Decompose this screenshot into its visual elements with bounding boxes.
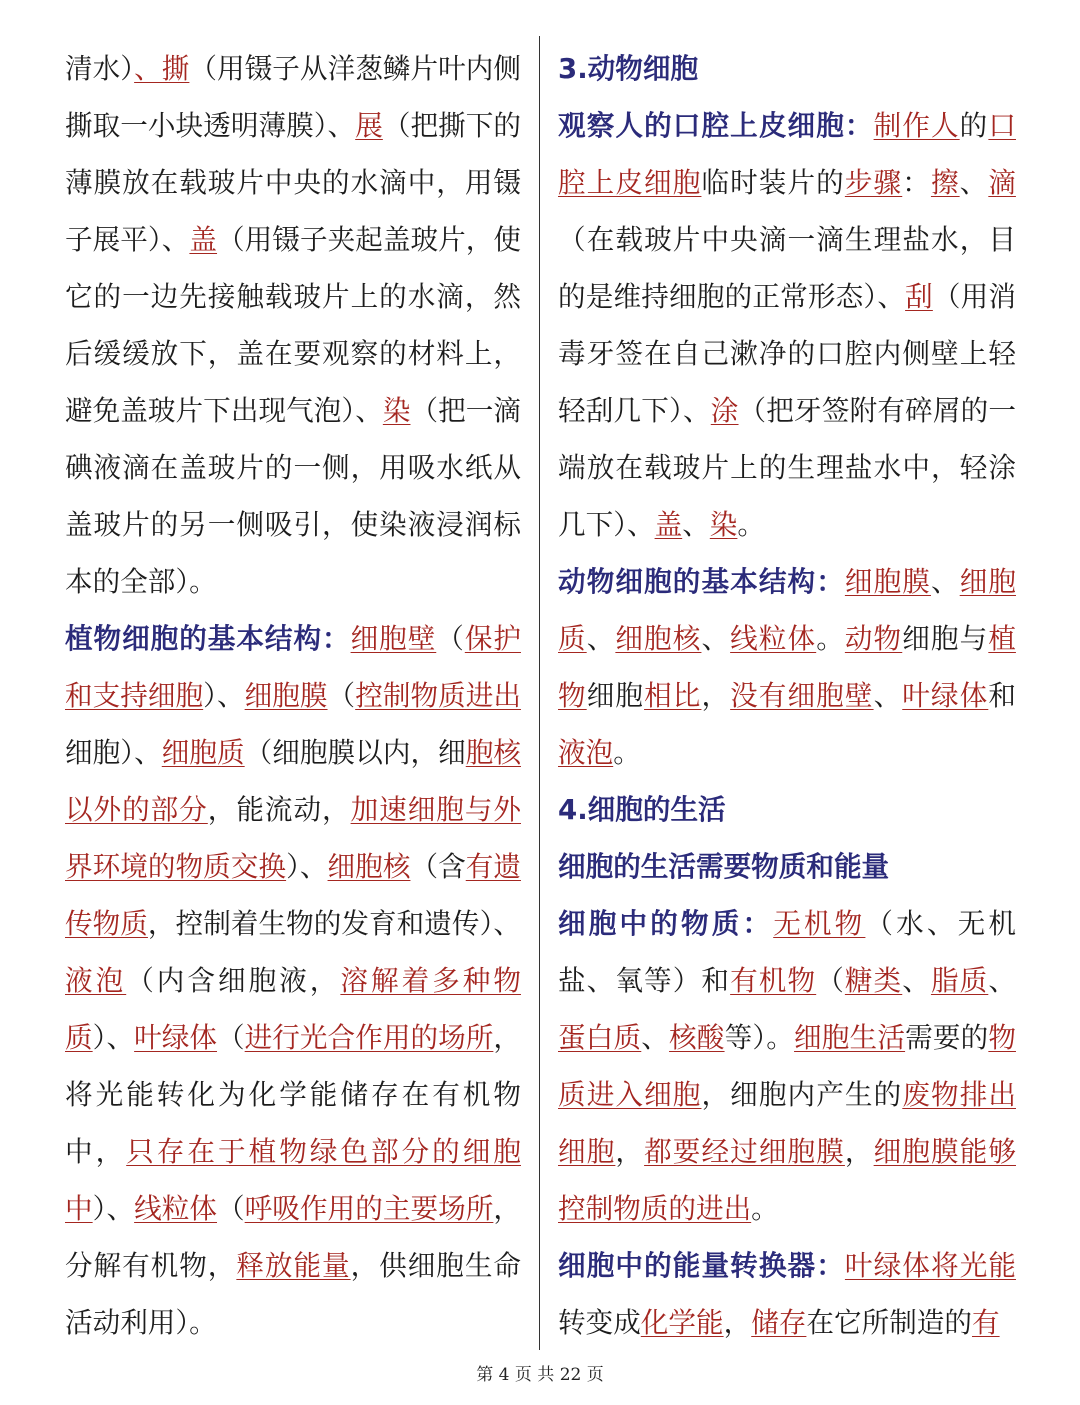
highlighted-term: 制作人 bbox=[873, 109, 960, 142]
paragraph bbox=[558, 97, 1016, 553]
section-heading: 观察人的口腔上皮细胞： bbox=[558, 109, 874, 142]
page-footer: 第 4 页 共 22 页 bbox=[476, 1365, 604, 1385]
text-segment: （ bbox=[436, 622, 465, 655]
highlighted-term: 相比 bbox=[644, 679, 702, 712]
text-segment: 临时装片的 bbox=[701, 166, 845, 199]
highlighted-term: 只存在于植物绿色部分的细胞中 bbox=[65, 1135, 521, 1225]
text-segment: ， bbox=[723, 1306, 752, 1339]
highlighted-term: 储存 bbox=[751, 1306, 807, 1339]
text-segment: 细胞）、 bbox=[65, 736, 162, 769]
highlighted-term: 无机物 bbox=[773, 907, 866, 940]
text-segment: 、 bbox=[959, 166, 989, 199]
paragraph bbox=[558, 1237, 1016, 1350]
text-segment: 清水） bbox=[65, 52, 135, 85]
text-segment: 、 bbox=[930, 565, 960, 598]
highlighted-term: 涂 bbox=[710, 394, 739, 427]
highlighted-term: 步骤 bbox=[844, 166, 903, 199]
text-segment: （ bbox=[217, 1021, 245, 1054]
text-segment: ）、 bbox=[92, 1021, 135, 1054]
text-segment: 细胞 bbox=[586, 679, 645, 712]
text-segment: 、 bbox=[641, 1021, 670, 1054]
text-segment: （细胞膜以内，细 bbox=[244, 736, 466, 769]
text-segment: 需要的 bbox=[905, 1021, 989, 1054]
section-heading: 细胞中的能量转换器： bbox=[558, 1249, 845, 1282]
paragraph bbox=[65, 40, 521, 610]
left-column bbox=[65, 40, 521, 1350]
text-segment: ，细胞内产生的 bbox=[701, 1078, 903, 1111]
highlighted-term: 有机物 bbox=[730, 964, 817, 997]
highlighted-term: 展 bbox=[355, 109, 383, 142]
section-heading: 细胞中的物质： bbox=[558, 907, 774, 940]
highlighted-term: 细胞膜 bbox=[844, 565, 931, 598]
highlighted-term: 动物 bbox=[844, 622, 903, 655]
highlighted-term: 线粒体 bbox=[730, 622, 817, 655]
text-segment: ， bbox=[844, 1135, 874, 1168]
text-segment: 。 bbox=[816, 622, 845, 655]
section-heading: 3.动物细胞 bbox=[558, 52, 699, 85]
highlighted-term: 、撕 bbox=[134, 52, 190, 85]
highlighted-term: 染 bbox=[709, 508, 738, 541]
highlighted-term: 核酸 bbox=[669, 1021, 725, 1054]
highlighted-term: 染 bbox=[382, 394, 411, 427]
text-segment: ，将光能转化为化学能储存在有机物中， bbox=[65, 1021, 521, 1168]
highlighted-term: 液泡 bbox=[558, 736, 614, 769]
highlighted-term: 液泡 bbox=[65, 964, 127, 997]
text-segment: 。 bbox=[613, 736, 641, 769]
text-segment: （ bbox=[816, 964, 845, 997]
section-heading: 4.细胞的生活 bbox=[558, 793, 726, 826]
highlighted-term: 口腔上皮细胞 bbox=[558, 109, 1016, 199]
text-segment: （用镊子夹起盖玻片，使它的一边先接触载玻片上的水滴，然后缓缓放下，盖在要观察的材料上，避免盖玻片下出现气泡）、 bbox=[65, 223, 521, 427]
text-segment: ，供细胞生命活动利用）。 bbox=[65, 1249, 521, 1339]
text-segment: 、 bbox=[701, 622, 731, 655]
highlighted-term: 细胞膜 bbox=[244, 679, 328, 712]
highlighted-term: 叶绿体 bbox=[134, 1021, 218, 1054]
text-segment: （把撕下的薄膜放在载玻片中央的水滴中，用镊子展平）、 bbox=[65, 109, 521, 256]
text-segment: （ bbox=[217, 1192, 245, 1225]
text-segment: ， bbox=[701, 679, 731, 712]
highlighted-term: 胞核以外的部分 bbox=[65, 736, 521, 826]
text-segment: 等）。 bbox=[724, 1021, 795, 1054]
text-segment: （用消毒牙签在自己漱净的口腔内侧壁上轻轻刮几下）、 bbox=[558, 280, 1016, 427]
highlighted-term: 滴 bbox=[988, 166, 1016, 199]
highlighted-term: 释放能量 bbox=[236, 1249, 351, 1282]
highlighted-term: 细胞壁 bbox=[350, 622, 437, 655]
highlighted-term: 植物 bbox=[558, 622, 1016, 712]
highlighted-term: 盖 bbox=[189, 223, 218, 256]
paragraph bbox=[558, 895, 1016, 1237]
text-segment: 、 bbox=[988, 964, 1016, 997]
highlighted-term: 细胞质 bbox=[161, 736, 245, 769]
highlighted-term: 刮 bbox=[905, 280, 933, 313]
highlighted-term: 呼吸作用的主要场所 bbox=[244, 1192, 494, 1225]
text-segment: 、 bbox=[682, 508, 710, 541]
text-segment: ，控制着生物的发育和遗传）、 bbox=[147, 907, 521, 940]
text-segment: ： bbox=[902, 166, 931, 199]
highlighted-term: 盖 bbox=[654, 508, 683, 541]
paragraph bbox=[558, 553, 1016, 781]
highlighted-term: 线粒体 bbox=[134, 1192, 218, 1225]
highlighted-term: 都要经过细胞膜 bbox=[644, 1135, 845, 1168]
highlighted-term: 细胞质 bbox=[558, 565, 1016, 655]
highlighted-term: 溶解着多种物质 bbox=[65, 964, 521, 1054]
highlighted-term: 控制物质进出 bbox=[355, 679, 521, 712]
highlighted-term: 蛋白质 bbox=[558, 1021, 642, 1054]
text-segment: 细胞与 bbox=[902, 622, 989, 655]
highlighted-term: 有遗传物质 bbox=[65, 850, 521, 940]
paragraph bbox=[558, 40, 1016, 97]
paragraph bbox=[65, 610, 521, 1350]
text-segment: （把一滴碘液滴在盖玻片的一侧，用吸水纸从盖玻片的另一侧吸引，使染液浸润标本的全部）。 bbox=[65, 394, 521, 598]
text-segment: 的 bbox=[959, 109, 989, 142]
highlighted-term: 叶绿体将光能 bbox=[844, 1249, 1016, 1282]
highlighted-term: 没有细胞壁 bbox=[730, 679, 874, 712]
highlighted-term: 进行光合作用的场所 bbox=[244, 1021, 494, 1054]
text-segment: （把牙签附有碎屑的一端放在载玻片上的生理盐水中，轻涂几下）、 bbox=[558, 394, 1016, 541]
text-segment: （含 bbox=[410, 850, 466, 883]
highlighted-term: 糖类 bbox=[844, 964, 903, 997]
text-segment: 。 bbox=[751, 1192, 779, 1225]
highlighted-term: 细胞生活 bbox=[794, 1021, 906, 1054]
section-heading: 植物细胞的基本结构： bbox=[65, 622, 351, 655]
highlighted-term: 擦 bbox=[930, 166, 960, 199]
highlighted-term: 细胞核 bbox=[615, 622, 702, 655]
text-segment: （内含细胞液， bbox=[126, 964, 341, 997]
section-heading: 细胞的生活需要物质和能量 bbox=[558, 850, 890, 883]
highlighted-term: 废物排出细胞 bbox=[558, 1078, 1016, 1168]
text-segment: ， bbox=[615, 1135, 645, 1168]
text-segment: 、 bbox=[873, 679, 903, 712]
paragraph bbox=[558, 781, 1016, 838]
text-segment: 、 bbox=[586, 622, 616, 655]
highlighted-term: 化学能 bbox=[640, 1306, 724, 1339]
highlighted-term: 加速细胞与外界环境的物质交换 bbox=[65, 793, 521, 883]
highlighted-term: 细胞膜能够控制物质的进出 bbox=[558, 1135, 1016, 1225]
text-segment: （用镊子从洋葱鳞片叶内侧撕取一小块透明薄膜）、 bbox=[65, 52, 521, 142]
text-segment: ）、 bbox=[286, 850, 328, 883]
text-segment: ）、 bbox=[92, 1192, 135, 1225]
highlighted-term: 有 bbox=[971, 1306, 1000, 1339]
section-heading: 动物细胞的基本结构： bbox=[558, 565, 845, 598]
text-segment: 转变成 bbox=[558, 1306, 641, 1339]
text-segment: 和 bbox=[988, 679, 1016, 712]
paragraph bbox=[558, 838, 1016, 895]
highlighted-term: 叶绿体 bbox=[902, 679, 989, 712]
highlighted-term: 脂质 bbox=[930, 964, 989, 997]
highlighted-term: 保护和支持细胞 bbox=[65, 622, 521, 712]
highlighted-term: 细胞核 bbox=[327, 850, 411, 883]
text-segment: （水、无机盐、氧等）和 bbox=[558, 907, 1016, 997]
text-segment: 在它所制造的 bbox=[806, 1306, 972, 1339]
text-segment: ，分解有机物， bbox=[65, 1192, 521, 1282]
highlighted-term: 物质进入细胞 bbox=[558, 1021, 1016, 1111]
text-segment: 。 bbox=[737, 508, 766, 541]
column-divider bbox=[539, 36, 540, 1350]
text-segment: （在载玻片中央滴一滴生理盐水，目的是维持细胞的正常形态）、 bbox=[558, 223, 1016, 313]
text-segment: 、 bbox=[902, 964, 931, 997]
right-column bbox=[558, 40, 1016, 1350]
text-segment: （ bbox=[327, 679, 356, 712]
text-segment: ，能流动， bbox=[207, 793, 351, 826]
text-segment: ）、 bbox=[203, 679, 245, 712]
